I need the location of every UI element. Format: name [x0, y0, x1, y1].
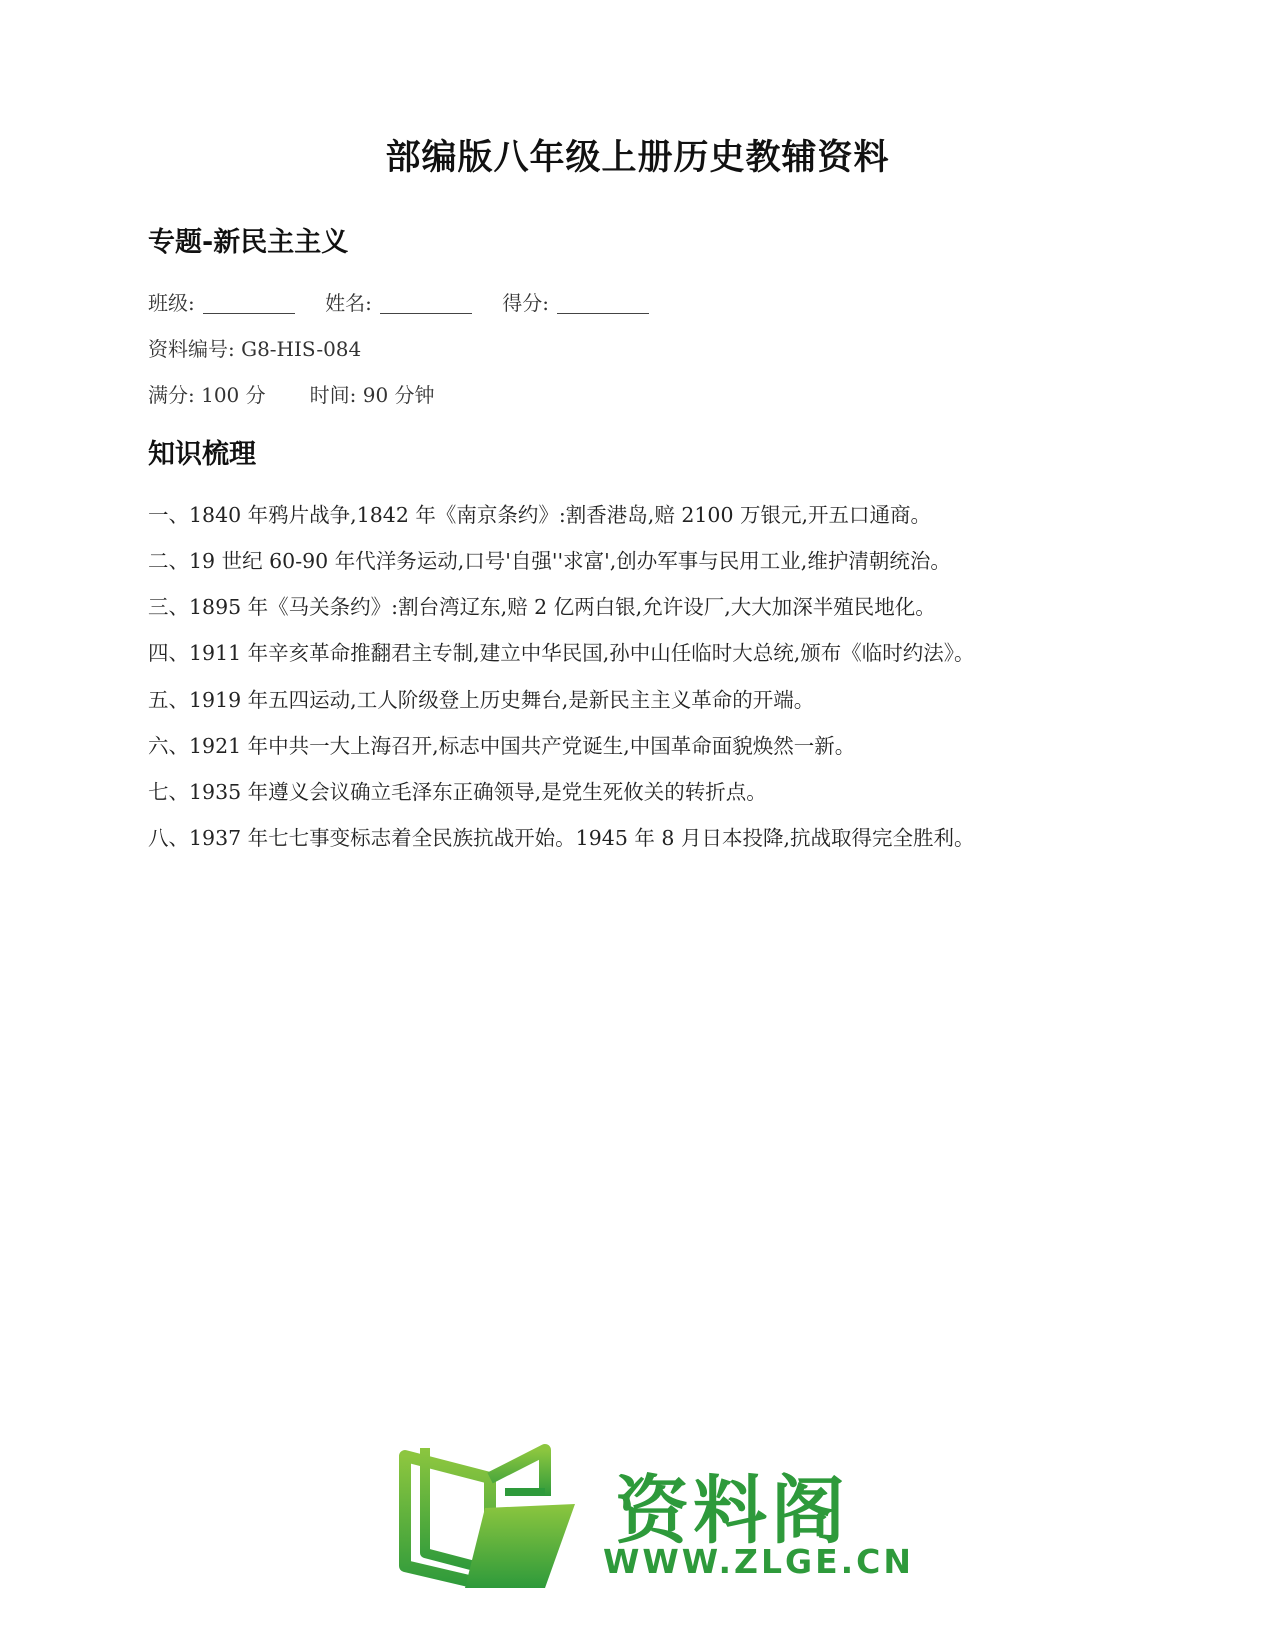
knowledge-item: 八、1937 年七七事变标志着全民族抗战开始。1945 年 8 月日本投降,抗战取得完全胜利。: [148, 826, 975, 850]
score-label: 得分:: [502, 291, 549, 315]
class-label: 班级:: [148, 291, 195, 315]
section-heading: 知识梳理: [148, 439, 256, 470]
material-code: 资料编号: G8-HIS-084: [148, 337, 362, 361]
knowledge-item: 一、1840 年鸦片战争,1842 年《南京条约》:割香港岛,赔 2100 万银元,开五口通商。: [148, 503, 932, 527]
knowledge-item: 三、1895 年《马关条约》:割台湾辽东,赔 2 亿两白银,允许设厂,大大加深半殖民地化。: [148, 595, 936, 619]
knowledge-item: 六、1921 年中共一大上海召开,标志中国共产党诞生,中国革命面貌焕然一新。: [148, 734, 856, 758]
name-label: 姓名:: [325, 291, 372, 315]
document-title: 部编版八年级上册历史教辅资料: [385, 138, 890, 178]
knowledge-item: 四、1911 年辛亥革命推翻君主专制,建立中华民国,孙中山任临时大总统,颁布《临时约法》。: [148, 641, 975, 665]
class-blank: [203, 313, 295, 314]
name-blank: [380, 313, 472, 314]
exam-time: 时间: 90 分钟: [309, 383, 435, 407]
logo-text: 资料阁: [615, 1468, 849, 1554]
logo-url: WWW.ZLGE.CN: [603, 1542, 915, 1581]
book-folder-icon: [395, 1438, 585, 1588]
knowledge-item: 二、19 世纪 60-90 年代洋务运动,口号'自强''求富',创办军事与民用工业,维护清朝统治。: [148, 549, 951, 573]
knowledge-item: 七、1935 年遵义会议确立毛泽东正确领导,是党生死攸关的转折点。: [148, 780, 767, 804]
topic-heading: 专题-新民主主义: [148, 227, 349, 258]
full-score: 满分: 100 分: [148, 383, 266, 407]
score-blank: [557, 313, 649, 314]
knowledge-item: 五、1919 年五四运动,工人阶级登上历史舞台,是新民主主义革命的开端。: [148, 688, 815, 712]
student-info-row: [148, 287, 649, 316]
exam-info-row: [148, 379, 435, 408]
